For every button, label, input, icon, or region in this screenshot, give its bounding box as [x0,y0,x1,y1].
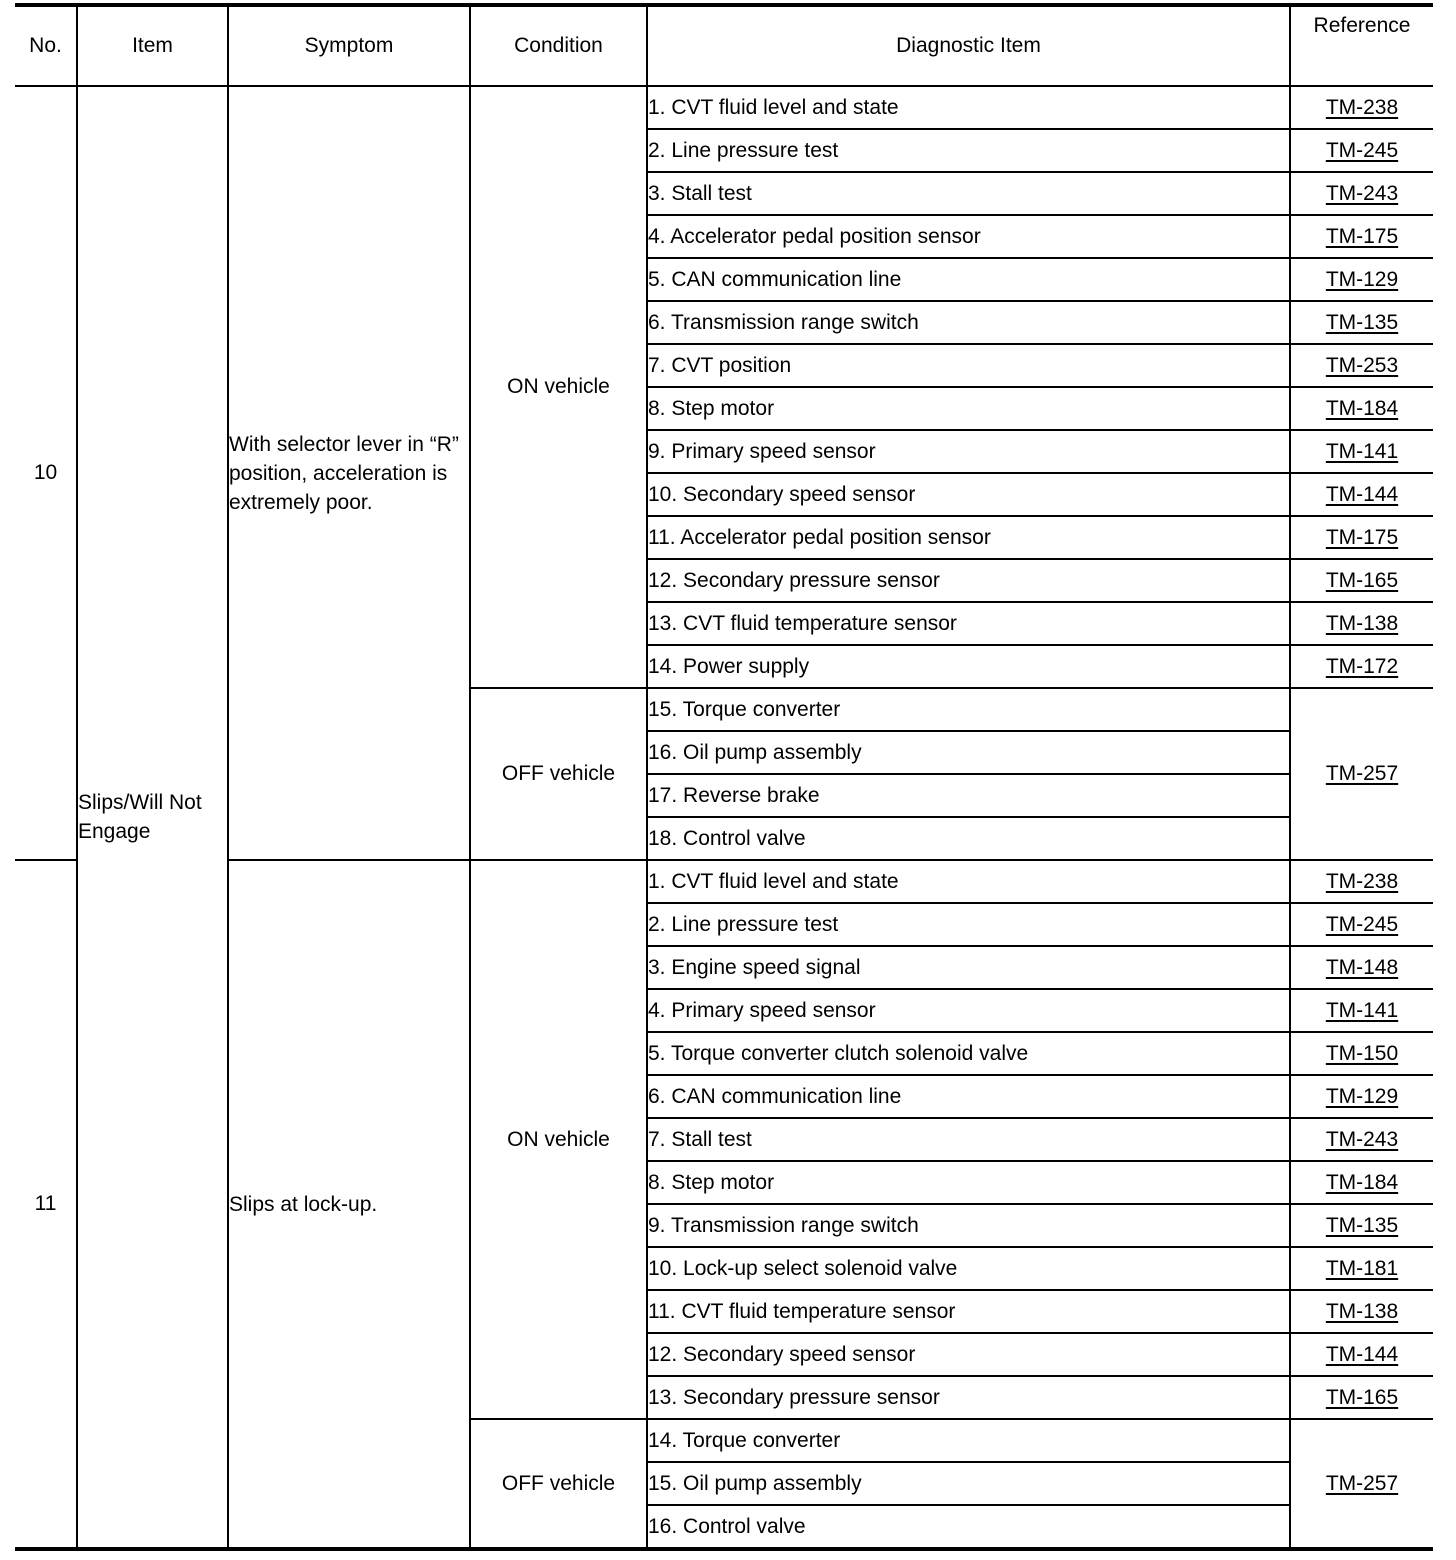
diagnostic-item: 12. Secondary pressure sensor [647,559,1290,602]
reference-link[interactable]: TM-257 [1325,762,1399,785]
reference-link[interactable]: TM-138 [1325,1299,1399,1323]
row-number: 11 [15,860,77,1549]
reference-link[interactable]: TM-238 [1325,869,1399,893]
diagnostic-item: 10. Lock-up select solenoid valve [647,1247,1290,1290]
reference-link[interactable]: TM-238 [1325,95,1399,119]
diagnostic-item: 9. Transmission range switch [647,1204,1290,1247]
condition-off-vehicle: OFF vehicle [470,688,647,860]
reference-link[interactable]: TM-243 [1325,1127,1399,1151]
reference-link[interactable]: TM-245 [1325,138,1399,162]
reference-cell [1290,1204,1433,1247]
reference-cell [1290,301,1433,344]
diagnostic-item: 17. Reverse brake [647,774,1290,817]
diagnostic-item: 13. CVT fluid temperature sensor [647,602,1290,645]
reference-cell [1290,86,1433,129]
diagnostic-item: 7. CVT position [647,344,1290,387]
header-reference: Reference [1290,5,1433,86]
diagnostic-item: 12. Secondary speed sensor [647,1333,1290,1376]
diagnostic-item: 9. Primary speed sensor [647,430,1290,473]
reference-cell [1290,1247,1433,1290]
symptom-text: Slips at lock-up. [228,860,470,1549]
reference-link[interactable]: TM-148 [1325,955,1399,979]
reference-link[interactable]: TM-184 [1325,1170,1399,1194]
reference-link[interactable]: TM-243 [1325,181,1399,205]
reference-link[interactable]: TM-257 [1325,1471,1399,1495]
table-row [15,86,1433,129]
diagnostic-item: 14. Power supply [647,645,1290,688]
item-label: Slips/Will Not Engage [77,86,228,1549]
diagnostic-item: 1. CVT fluid level and state [647,860,1290,903]
diagnostic-item: 3. Engine speed signal [647,946,1290,989]
reference-link[interactable]: TM-141 [1325,439,1399,463]
diagnostic-item: 18. Control valve [647,817,1290,860]
reference-link[interactable]: TM-150 [1325,1041,1399,1065]
diagnostic-item: 8. Step motor [647,1161,1290,1204]
diagnostic-item: 11. Accelerator pedal position sensor [647,516,1290,559]
reference-link[interactable]: TM-181 [1325,1256,1399,1280]
reference-cell [1290,172,1433,215]
condition-on-vehicle: ON vehicle [470,860,647,1419]
reference-link[interactable]: TM-129 [1325,267,1399,291]
table-body [15,86,1433,1549]
diagnostic-item: 16. Control valve [647,1505,1290,1549]
reference-link[interactable]: TM-172 [1325,654,1399,678]
symptom-text: With selector lever in “R” position, acceleration is extremely poor. [228,86,470,860]
reference-cell [1290,989,1433,1032]
condition-off-vehicle: OFF vehicle [470,1419,647,1549]
header-item: Item [77,5,228,86]
reference-link[interactable]: TM-184 [1325,396,1399,420]
reference-cell [1290,602,1433,645]
diagnosis-table [15,3,1433,1551]
diagnostic-item: 6. Transmission range switch [647,301,1290,344]
diagnostic-item: 11. CVT fluid temperature sensor [647,1290,1290,1333]
reference-cell [1290,645,1433,688]
diagnostic-item: 15. Torque converter [647,688,1290,731]
reference-link[interactable]: TM-165 [1325,1385,1399,1409]
reference-link[interactable]: TM-253 [1325,353,1399,377]
header-no: No. [15,5,77,86]
reference-cell [1290,559,1433,602]
diagnostic-item: 5. Torque converter clutch solenoid valve [647,1032,1290,1075]
diagnostic-item: 2. Line pressure test [647,129,1290,172]
reference-cell [1290,1419,1433,1549]
reference-link[interactable]: TM-165 [1325,568,1399,592]
diagnostic-item: 16. Oil pump assembly [647,731,1290,774]
diagnostic-item: 1. CVT fluid level and state [647,86,1290,129]
header-condition: Condition [470,5,647,86]
reference-link[interactable]: TM-175 [1325,224,1399,248]
reference-link[interactable]: TM-144 [1325,482,1399,506]
reference-link[interactable]: TM-135 [1325,1213,1399,1237]
diagnostic-item: 13. Secondary pressure sensor [647,1376,1290,1419]
diagnostic-item: 4. Primary speed sensor [647,989,1290,1032]
reference-cell [1290,129,1433,172]
reference-cell [1290,258,1433,301]
diagnostic-item: 8. Step motor [647,387,1290,430]
reference-link[interactable]: TM-144 [1325,1342,1399,1366]
reference-cell [1290,215,1433,258]
diagnostic-item: 6. CAN communication line [647,1075,1290,1118]
diagnostic-item: 7. Stall test [647,1118,1290,1161]
reference-link[interactable]: TM-135 [1325,310,1399,334]
reference-cell [1290,1075,1433,1118]
reference-cell [1290,903,1433,946]
reference-cell [1290,688,1433,860]
reference-link[interactable]: TM-245 [1325,912,1399,936]
reference-cell [1290,430,1433,473]
row-number: 10 [15,86,77,860]
header-diagnostic-item: Diagnostic Item [647,5,1290,86]
reference-link[interactable]: TM-175 [1325,525,1399,549]
diagnostic-item: 2. Line pressure test [647,903,1290,946]
reference-link[interactable]: TM-138 [1325,611,1399,635]
reference-cell [1290,344,1433,387]
diagnostic-item: 5. CAN communication line [647,258,1290,301]
diagnostic-item: 4. Accelerator pedal position sensor [647,215,1290,258]
reference-link[interactable]: TM-141 [1325,998,1399,1022]
header-symptom: Symptom [228,5,470,86]
reference-link[interactable]: TM-129 [1325,1084,1399,1108]
reference-cell [1290,1290,1433,1333]
diagnostic-item: 10. Secondary speed sensor [647,473,1290,516]
reference-cell [1290,1118,1433,1161]
diagnostic-item: 14. Torque converter [647,1419,1290,1462]
reference-cell [1290,1032,1433,1075]
reference-cell [1290,1333,1433,1376]
header-row [15,5,1433,86]
table-row [15,860,1433,903]
reference-cell [1290,946,1433,989]
condition-on-vehicle: ON vehicle [470,86,647,688]
reference-cell [1290,516,1433,559]
reference-cell [1290,1161,1433,1204]
reference-cell [1290,1376,1433,1419]
reference-cell [1290,387,1433,430]
reference-cell [1290,473,1433,516]
diagnostic-item: 3. Stall test [647,172,1290,215]
reference-cell [1290,860,1433,903]
diagnostic-item: 15. Oil pump assembly [647,1462,1290,1505]
